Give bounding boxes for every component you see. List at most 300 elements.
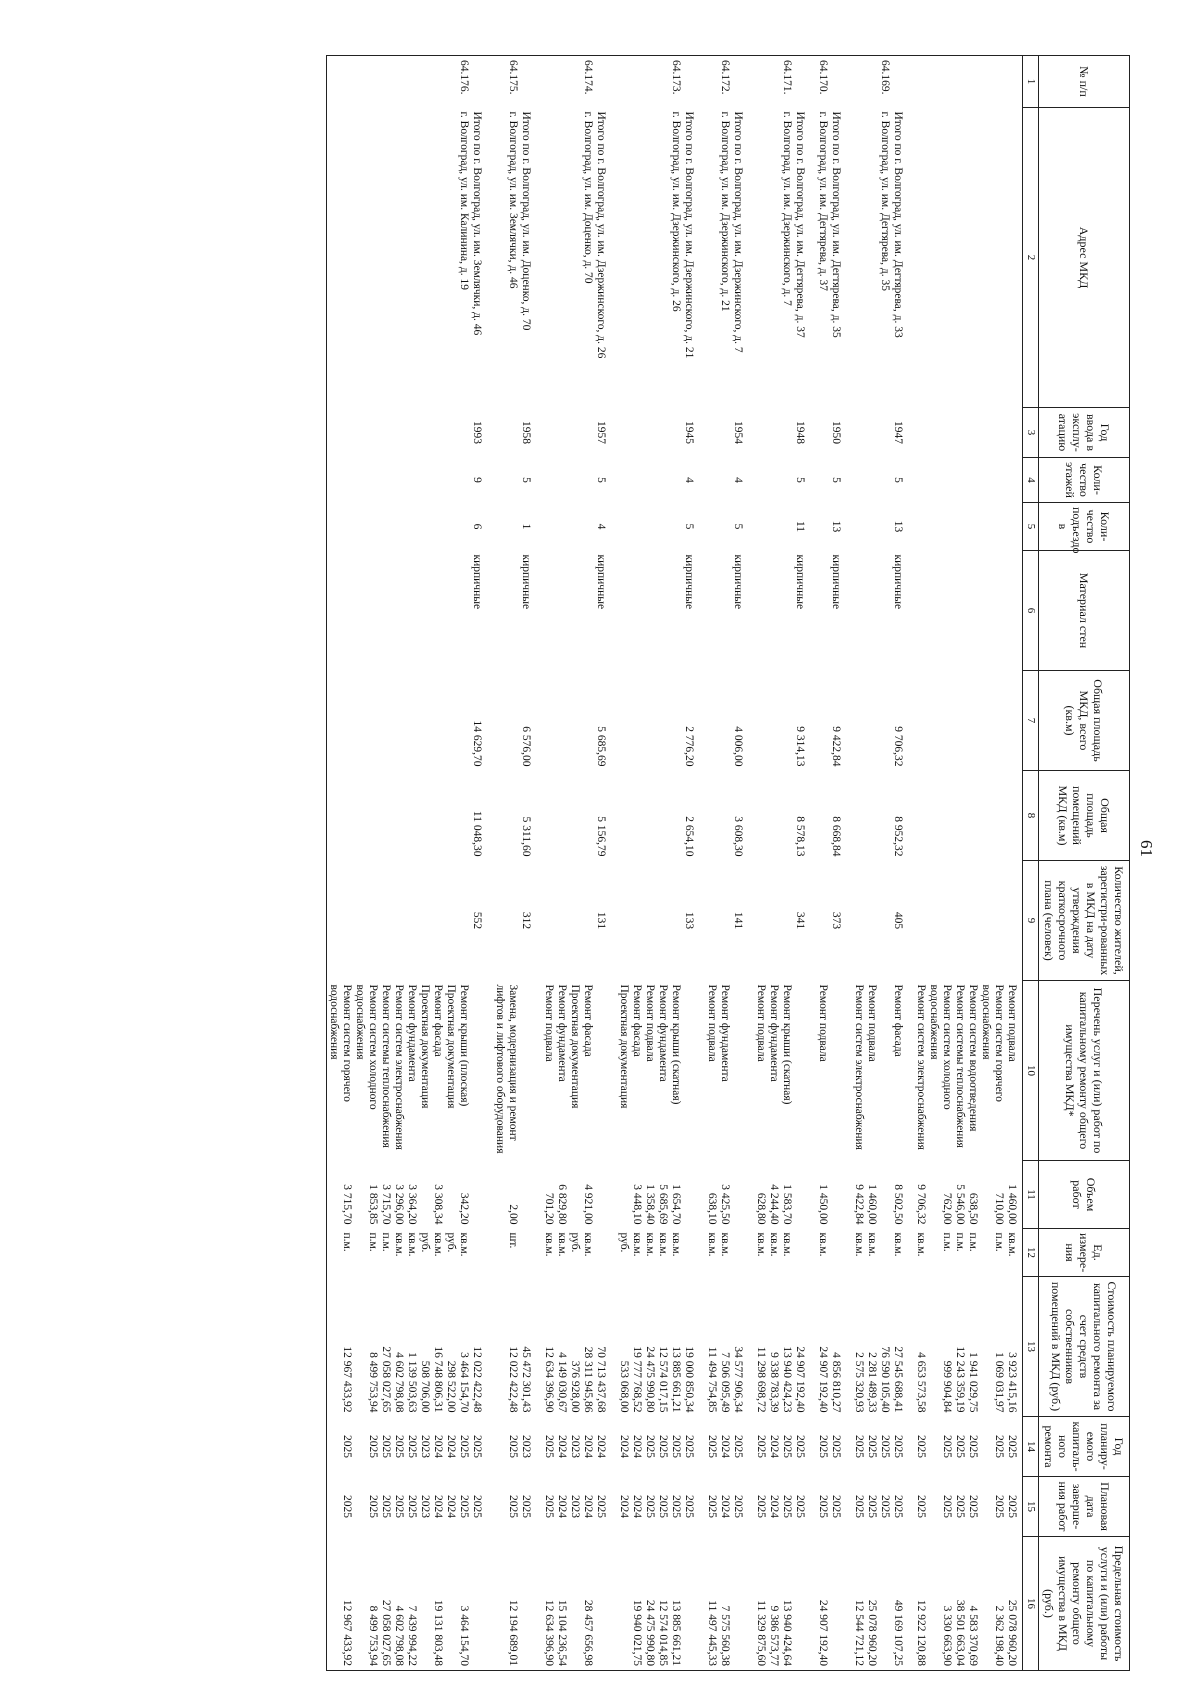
cell-col-16: 3 464 154,70 bbox=[457, 1537, 470, 1671]
cell-col-12: п.м. bbox=[367, 1232, 379, 1252]
cell-col-4 bbox=[379, 458, 392, 503]
cell-col-10: Ремонт системы теплоснабжения bbox=[380, 984, 392, 1148]
cell-col-11: 3 715,70 bbox=[327, 1161, 354, 1229]
cell-col-13: 2 281 489,33 bbox=[866, 1352, 878, 1413]
cell-col-12: кв.м. bbox=[458, 1232, 470, 1257]
cell-col-2: г. Волгоград, ул. им. Землячки, д. 46 bbox=[507, 111, 519, 289]
cell-col-2: Итого по г. Волгоград, ул. им. Доценко, д. 70 bbox=[520, 111, 532, 331]
cell-col-16: 15 104 236,54 bbox=[555, 1537, 568, 1671]
col-number: 14 bbox=[1023, 1417, 1039, 1477]
cell-col-15: 2025 bbox=[892, 1495, 904, 1518]
table-row bbox=[669, 56, 682, 1671]
cell-col-7 bbox=[643, 671, 656, 771]
cell-col-10: Проектная документация bbox=[618, 984, 630, 1109]
cell-col-7 bbox=[431, 671, 444, 771]
cell-col-16: 38 501 663,04 bbox=[953, 1537, 966, 1671]
cell-col-12: кв.м. bbox=[915, 1232, 927, 1257]
cell-col-14: 2025 bbox=[892, 1435, 904, 1458]
cell-col-4 bbox=[353, 458, 379, 503]
cell-col-7 bbox=[767, 671, 780, 771]
cell-col-16: 25 078 960,20 bbox=[865, 1537, 878, 1671]
cell-col-8: 8 668,84 bbox=[830, 816, 842, 857]
cell-col-13: 19 777 768,52 bbox=[631, 1346, 643, 1413]
cell-col-11 bbox=[470, 1161, 493, 1229]
cell-col-6 bbox=[914, 551, 927, 671]
cell-col-7 bbox=[966, 671, 979, 771]
cell-col-9 bbox=[754, 861, 767, 981]
cell-col-11: 3 296,00 bbox=[393, 1184, 405, 1225]
cell-col-12 bbox=[470, 1229, 493, 1277]
cell-col-6 bbox=[718, 551, 731, 671]
cell-col-6: кирпичные bbox=[471, 554, 483, 610]
cell-col-12: кв.м. bbox=[1006, 1232, 1018, 1257]
table-row bbox=[643, 56, 656, 1671]
table-row bbox=[470, 56, 493, 1671]
cell-col-7 bbox=[353, 671, 379, 771]
cell-col-5: 6 bbox=[471, 523, 483, 530]
cell-col-1 bbox=[392, 56, 405, 108]
table-row bbox=[705, 56, 718, 1671]
header-col-2: Адрес МКД bbox=[1039, 108, 1130, 408]
cell-col-13: 12 967 433,92 bbox=[327, 1277, 354, 1417]
cell-col-11 bbox=[829, 1161, 852, 1229]
cell-col-13: 11 494 754,85 bbox=[706, 1346, 718, 1413]
cell-col-5 bbox=[852, 503, 865, 551]
cell-col-1: 64.169. bbox=[878, 56, 891, 108]
cell-col-15: 2025 bbox=[954, 1495, 966, 1518]
cell-col-1 bbox=[852, 56, 865, 108]
cell-col-7 bbox=[542, 671, 555, 771]
cell-col-6: кирпичные bbox=[732, 554, 744, 610]
cell-col-9 bbox=[379, 861, 392, 981]
cell-col-13: 11 298 698,72 bbox=[755, 1346, 767, 1413]
cell-col-14: 2025 bbox=[967, 1435, 979, 1458]
cell-col-7 bbox=[754, 671, 767, 771]
cell-col-3: 1950 bbox=[830, 421, 842, 444]
header-col-13: Стоимость планируемого капитального ремонта за счет средств собственников помещений в МКД (руб.) bbox=[1039, 1277, 1130, 1417]
cell-col-9 bbox=[914, 861, 927, 981]
cell-col-3 bbox=[643, 408, 656, 458]
cell-col-11: 3 308,34 bbox=[432, 1184, 444, 1225]
cell-col-16: 19 131 803,48 bbox=[431, 1537, 444, 1671]
cell-col-4 bbox=[852, 458, 865, 503]
cell-col-3 bbox=[927, 408, 953, 458]
cell-col-16: 7 575 560,38 bbox=[718, 1537, 731, 1671]
cell-col-15: 2025 bbox=[967, 1495, 979, 1518]
cell-col-13: 27 058 027,65 bbox=[380, 1346, 392, 1413]
cell-col-2: г. Волгоград, ул. им. Дзержинского, д. 26 bbox=[670, 111, 682, 312]
cell-col-16 bbox=[617, 1537, 630, 1671]
cell-col-11: 710,00 bbox=[993, 1192, 1005, 1225]
cell-col-1 bbox=[542, 56, 555, 108]
cell-col-4 bbox=[444, 458, 457, 503]
cell-col-12: кв.м. bbox=[543, 1232, 555, 1257]
cell-col-14: 2025 bbox=[732, 1435, 744, 1458]
cell-col-3: 1954 bbox=[732, 421, 744, 444]
cell-col-3: 1958 bbox=[520, 421, 532, 444]
cell-col-4 bbox=[327, 458, 354, 503]
cell-col-10: Проектная документация bbox=[419, 984, 431, 1109]
cell-col-13: 4 602 798,08 bbox=[393, 1352, 405, 1413]
cell-col-7 bbox=[878, 671, 891, 771]
cell-col-7 bbox=[568, 671, 581, 771]
cell-col-11: 4 921,00 bbox=[582, 1184, 594, 1225]
cell-col-6 bbox=[669, 551, 682, 671]
cell-col-16 bbox=[568, 1537, 581, 1671]
cell-col-2: Итого по г. Волгоград, ул. им. Дегтярева, д. 33 bbox=[892, 111, 904, 338]
cell-col-6 bbox=[542, 551, 555, 671]
table-row bbox=[829, 56, 852, 1671]
capital-repair-plan-table bbox=[326, 55, 1130, 1671]
cell-col-7 bbox=[457, 671, 470, 771]
cell-col-12: кв.м. bbox=[866, 1232, 878, 1257]
cell-col-11: 6 829,80 bbox=[556, 1184, 568, 1225]
cell-col-2 bbox=[754, 108, 767, 408]
cell-col-1 bbox=[1005, 56, 1023, 108]
cell-col-2 bbox=[392, 108, 405, 408]
cell-col-1 bbox=[914, 56, 927, 108]
cell-col-12: кв.м. bbox=[670, 1232, 682, 1257]
cell-col-3 bbox=[718, 408, 731, 458]
cell-col-7 bbox=[979, 671, 1005, 771]
cell-col-13: 9 338 783,39 bbox=[768, 1352, 780, 1413]
cell-col-1 bbox=[891, 56, 914, 108]
cell-col-16: 12 634 396,90 bbox=[542, 1537, 555, 1671]
cell-col-3 bbox=[1005, 408, 1023, 458]
cell-col-12: кв.м. bbox=[781, 1232, 793, 1257]
cell-col-12: кв.м. bbox=[631, 1232, 643, 1257]
cell-col-6 bbox=[353, 551, 379, 671]
cell-col-7: 5 685,69 bbox=[595, 726, 607, 767]
cell-col-13: 3 923 415,16 bbox=[1006, 1352, 1018, 1413]
cell-col-14: 2025 bbox=[644, 1435, 656, 1458]
cell-col-7 bbox=[581, 671, 594, 771]
cell-col-3: 1945 bbox=[683, 421, 695, 444]
cell-col-12: кв.м. bbox=[657, 1232, 669, 1257]
cell-col-1 bbox=[444, 56, 457, 108]
cell-col-5 bbox=[927, 503, 953, 551]
cell-col-1 bbox=[555, 56, 568, 108]
table-row bbox=[418, 56, 431, 1671]
table-row bbox=[793, 56, 816, 1671]
cell-col-6 bbox=[617, 551, 630, 671]
cell-col-6: кирпичные bbox=[794, 554, 806, 610]
table-row bbox=[953, 56, 966, 1671]
cell-col-4 bbox=[617, 458, 630, 503]
cell-col-9 bbox=[780, 861, 793, 981]
cell-col-7 bbox=[705, 671, 718, 771]
cell-col-11: 628,80 bbox=[755, 1192, 767, 1225]
cell-col-12: кв.м. bbox=[393, 1232, 405, 1257]
col-number: 15 bbox=[1023, 1477, 1039, 1537]
cell-col-16 bbox=[793, 1537, 816, 1671]
col-number: 16 bbox=[1023, 1537, 1039, 1671]
cell-col-3 bbox=[780, 408, 793, 458]
cell-col-2 bbox=[568, 108, 581, 408]
cell-col-1 bbox=[353, 56, 379, 108]
cell-col-4: 5 bbox=[830, 477, 842, 483]
cell-col-2 bbox=[656, 108, 669, 408]
cell-col-10: Ремонт систем электроснабжения bbox=[393, 984, 405, 1150]
cell-col-5 bbox=[457, 503, 470, 551]
cell-col-5: 4 bbox=[595, 523, 607, 530]
table-row bbox=[405, 56, 418, 1671]
cell-col-3 bbox=[493, 408, 519, 458]
cell-col-16: 11 329 875,60 bbox=[754, 1537, 767, 1671]
cell-col-1 bbox=[979, 56, 1005, 108]
cell-col-14: 2025 bbox=[794, 1435, 806, 1458]
cell-col-4 bbox=[865, 458, 878, 503]
cell-col-9 bbox=[555, 861, 568, 981]
cell-col-5 bbox=[617, 503, 630, 551]
cell-col-9 bbox=[816, 861, 829, 981]
cell-col-14: 2023 bbox=[520, 1435, 532, 1458]
cell-col-9: 131 bbox=[595, 911, 607, 930]
cell-col-12: кв.м. bbox=[582, 1232, 594, 1257]
cell-col-6 bbox=[1005, 551, 1023, 671]
cell-col-2 bbox=[979, 108, 1005, 408]
cell-col-11 bbox=[594, 1161, 617, 1229]
cell-col-13: 4 149 030,67 bbox=[556, 1352, 568, 1413]
cell-col-6 bbox=[966, 551, 979, 671]
header-col-4: Коли-чество этажей bbox=[1039, 458, 1130, 503]
cell-col-5 bbox=[979, 503, 1005, 551]
cell-col-13: 533 068,00 bbox=[618, 1360, 630, 1413]
cell-col-10: Ремонт системы теплоснабжения bbox=[954, 984, 966, 1148]
cell-col-4 bbox=[816, 458, 829, 503]
cell-col-5 bbox=[914, 503, 927, 551]
cell-col-1 bbox=[327, 56, 354, 108]
cell-col-16: 8 499 753,94 bbox=[353, 1537, 379, 1671]
table-row bbox=[731, 56, 754, 1671]
cell-col-3: 1948 bbox=[794, 421, 806, 444]
cell-col-3 bbox=[630, 408, 643, 458]
table-row bbox=[891, 56, 914, 1671]
cell-col-2: г. Волгоград, ул. им. Доценко, д. 70 bbox=[582, 111, 594, 284]
cell-col-3 bbox=[392, 408, 405, 458]
cell-col-4 bbox=[493, 458, 519, 503]
cell-col-12 bbox=[829, 1229, 852, 1277]
cell-col-5: 13 bbox=[892, 520, 904, 533]
cell-col-5 bbox=[780, 503, 793, 551]
cell-col-5: 13 bbox=[830, 520, 842, 533]
cell-col-14: 2024 bbox=[556, 1435, 568, 1458]
cell-col-11: 1 460,00 bbox=[866, 1184, 878, 1225]
cell-col-9 bbox=[392, 861, 405, 981]
cell-col-2 bbox=[852, 108, 865, 408]
cell-col-4 bbox=[555, 458, 568, 503]
cell-col-1 bbox=[829, 56, 852, 108]
cell-col-3 bbox=[656, 408, 669, 458]
table-row bbox=[878, 56, 891, 1671]
cell-col-4: 9 bbox=[471, 477, 483, 483]
cell-col-9 bbox=[979, 861, 1005, 981]
cell-col-15: 2024 bbox=[631, 1495, 643, 1518]
cell-col-1: 64.174. bbox=[581, 56, 594, 108]
col-number: 9 bbox=[1023, 861, 1039, 981]
cell-col-3 bbox=[542, 408, 555, 458]
cell-col-13: 12 634 396,90 bbox=[543, 1346, 555, 1413]
cell-col-3 bbox=[754, 408, 767, 458]
cell-col-7 bbox=[718, 671, 731, 771]
table-row bbox=[594, 56, 617, 1671]
cell-col-15: 2025 bbox=[915, 1495, 927, 1518]
cell-col-11: 2,00 bbox=[507, 1204, 519, 1225]
cell-col-2: Итого по г. Волгоград, ул. им. Дзержинского, д. 21 bbox=[683, 111, 695, 359]
cell-col-15: 2025 bbox=[1006, 1495, 1018, 1518]
cell-col-15: 2025 bbox=[380, 1495, 392, 1518]
cell-col-3 bbox=[568, 408, 581, 458]
cell-col-8 bbox=[914, 771, 927, 861]
cell-col-2: Итого по г. Волгоград, ул. им. Дегтярева, д. 35 bbox=[830, 111, 842, 338]
cell-col-2: Итого по г. Волгоград, ул. им. Дегтярева, д. 37 bbox=[794, 111, 806, 338]
cell-col-10 bbox=[682, 981, 705, 1161]
cell-col-4: 5 bbox=[595, 477, 607, 483]
cell-col-16: 11 497 445,33 bbox=[705, 1537, 718, 1671]
cell-col-10: Ремонт подвала bbox=[755, 984, 767, 1062]
cell-col-1 bbox=[630, 56, 643, 108]
cell-col-2: Итого по г. Волгоград, ул. им. Дзержинского, д. 26 bbox=[595, 111, 607, 359]
cell-col-5: 5 bbox=[732, 523, 744, 530]
cell-col-13: 376 928,00 bbox=[569, 1360, 581, 1413]
cell-col-10: Ремонт фасада bbox=[432, 984, 444, 1057]
cell-col-7 bbox=[1005, 671, 1023, 771]
cell-col-6: кирпичные bbox=[520, 554, 532, 610]
cell-col-16 bbox=[519, 1537, 542, 1671]
cell-col-4 bbox=[418, 458, 431, 503]
cell-col-14: 2025 bbox=[830, 1435, 842, 1458]
cell-col-7: 9 706,32 bbox=[892, 726, 904, 767]
cell-col-1: 64.173. bbox=[669, 56, 682, 108]
cell-col-1 bbox=[594, 56, 617, 108]
cell-col-2 bbox=[542, 108, 555, 408]
table-row bbox=[754, 56, 767, 1671]
cell-col-5 bbox=[542, 503, 555, 551]
cell-col-14: 2025 bbox=[327, 1417, 354, 1477]
cell-col-12: п.м. bbox=[954, 1232, 966, 1252]
cell-col-11: 8 502,50 bbox=[892, 1184, 904, 1225]
cell-col-15: 2025 bbox=[507, 1495, 519, 1518]
cell-col-7 bbox=[444, 671, 457, 771]
cell-col-1 bbox=[767, 56, 780, 108]
cell-col-7 bbox=[617, 671, 630, 771]
cell-col-12: руб. bbox=[618, 1232, 630, 1253]
cell-col-15: 2024 bbox=[432, 1495, 444, 1518]
cell-col-4 bbox=[669, 458, 682, 503]
cell-col-14: 2025 bbox=[941, 1435, 953, 1458]
cell-col-13: 24 475 990,80 bbox=[644, 1346, 656, 1413]
cell-col-16 bbox=[418, 1537, 431, 1671]
cell-col-12: п.м. bbox=[993, 1232, 1005, 1252]
cell-col-16: 7 439 994,22 bbox=[405, 1537, 418, 1671]
cell-col-4 bbox=[392, 458, 405, 503]
cell-col-2 bbox=[555, 108, 568, 408]
cell-col-11 bbox=[568, 1161, 581, 1229]
table-row bbox=[780, 56, 793, 1671]
cell-col-14: 2025 bbox=[543, 1435, 555, 1458]
cell-col-9: 141 bbox=[732, 911, 744, 930]
cell-col-14: 2025 bbox=[1006, 1435, 1018, 1458]
cell-col-9: 552 bbox=[471, 911, 483, 930]
table-row bbox=[392, 56, 405, 1671]
cell-col-1: 64.175. bbox=[493, 56, 519, 108]
cell-col-1 bbox=[431, 56, 444, 108]
cell-col-4 bbox=[966, 458, 979, 503]
cell-col-8 bbox=[865, 771, 878, 861]
cell-col-7 bbox=[816, 671, 829, 771]
cell-col-9 bbox=[705, 861, 718, 981]
cell-col-7: 2 776,20 bbox=[683, 726, 695, 767]
cell-col-15: 2025 bbox=[393, 1495, 405, 1518]
cell-col-2 bbox=[1005, 108, 1023, 408]
cell-col-3 bbox=[581, 408, 594, 458]
cell-col-11: 5 685,69 bbox=[657, 1184, 669, 1225]
cell-col-13: 24 907 192,40 bbox=[794, 1346, 806, 1413]
cell-col-4 bbox=[718, 458, 731, 503]
cell-col-3 bbox=[914, 408, 927, 458]
cell-col-16 bbox=[829, 1537, 852, 1671]
cell-col-7 bbox=[656, 671, 669, 771]
cell-col-3 bbox=[353, 408, 379, 458]
cell-col-1 bbox=[379, 56, 392, 108]
cell-col-15: 2025 bbox=[941, 1495, 953, 1518]
table-row bbox=[542, 56, 555, 1671]
cell-col-3 bbox=[816, 408, 829, 458]
cell-col-10 bbox=[731, 981, 754, 1161]
cell-col-12: кв.м. bbox=[644, 1232, 656, 1257]
cell-col-2 bbox=[405, 108, 418, 408]
cell-col-7: 9 314,13 bbox=[794, 726, 806, 767]
cell-col-7 bbox=[852, 671, 865, 771]
cell-col-16: 4 602 798,08 bbox=[392, 1537, 405, 1671]
cell-col-10: Ремонт крыши (плоская) bbox=[458, 984, 470, 1107]
table-row bbox=[379, 56, 392, 1671]
cell-col-8 bbox=[705, 771, 718, 861]
cell-col-10: Ремонт подвала bbox=[1006, 984, 1018, 1062]
cell-col-8 bbox=[966, 771, 979, 861]
cell-col-14: 2023 bbox=[419, 1435, 431, 1458]
header-col-5: Коли-чество подъездо в bbox=[1039, 503, 1130, 551]
cell-col-7 bbox=[630, 671, 643, 771]
cell-col-10 bbox=[878, 981, 891, 1161]
cell-col-3 bbox=[327, 408, 354, 458]
cell-col-1 bbox=[793, 56, 816, 108]
cell-col-14: 2024 bbox=[719, 1435, 731, 1458]
cell-col-10: Ремонт фундамента bbox=[768, 984, 780, 1082]
cell-col-5 bbox=[431, 503, 444, 551]
cell-col-12 bbox=[594, 1229, 617, 1277]
cell-col-15: 2025 bbox=[853, 1495, 865, 1518]
cell-col-6: кирпичные bbox=[683, 554, 695, 610]
cell-col-15: 2023 bbox=[419, 1495, 431, 1518]
page-number: 61 bbox=[1137, 840, 1156, 857]
cell-col-5 bbox=[581, 503, 594, 551]
cell-col-10: Ремонт систем электроснабжения bbox=[853, 984, 865, 1150]
cell-col-3 bbox=[444, 408, 457, 458]
table-row bbox=[457, 56, 470, 1671]
cell-col-15: 2025 bbox=[866, 1495, 878, 1518]
cell-col-5 bbox=[865, 503, 878, 551]
cell-col-4: 5 bbox=[520, 477, 532, 483]
cell-col-14: 2024 bbox=[445, 1435, 457, 1458]
cell-col-16: 4 583 370,69 bbox=[966, 1537, 979, 1671]
cell-col-6 bbox=[630, 551, 643, 671]
cell-col-11: 762,00 bbox=[941, 1192, 953, 1225]
cell-col-6 bbox=[457, 551, 470, 671]
cell-col-13: 8 499 753,94 bbox=[367, 1352, 379, 1413]
cell-col-14: 2025 bbox=[683, 1435, 695, 1458]
cell-col-15: 2025 bbox=[543, 1495, 555, 1518]
